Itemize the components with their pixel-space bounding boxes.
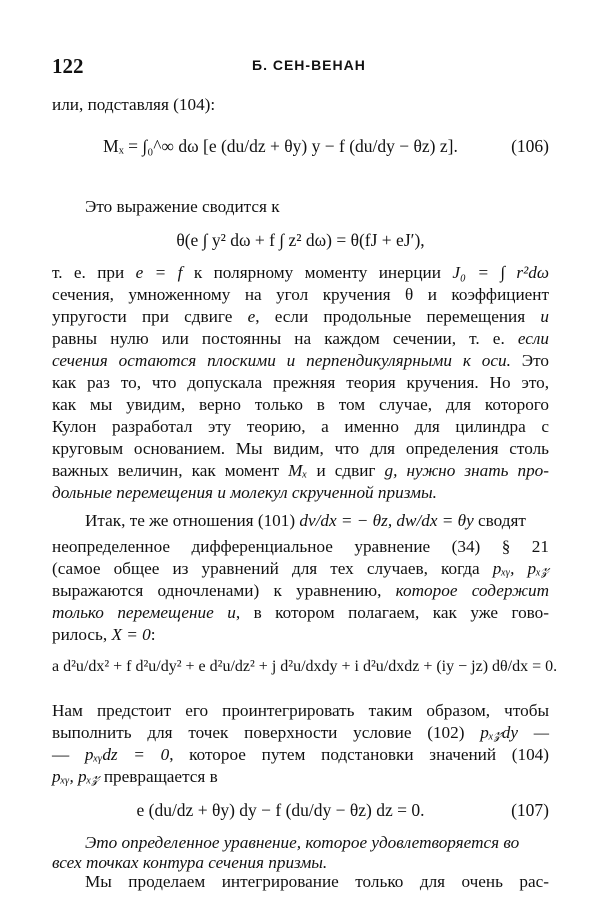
text-line: Нам предстоит его проинтегрировать таким образом, чтобы [52, 701, 549, 720]
text-line: Мы проделаем интегрирование только для очень рас- [85, 872, 549, 891]
text-line: неопределенное дифференциальное уравнение (34) § 21 [52, 537, 549, 556]
equation-number-106: (106) [511, 136, 549, 156]
equation-differential: a d²u/dx² + f d²u/dy² + e d²u/dz² + j d²u/dxdy + i d²u/dxdz + (iy − jz) dθ/dx = 0. [52, 658, 558, 675]
equation-106 [52, 136, 549, 157]
equation-107-body: e (du/dz + θy) dy − f (du/dy − θz) dz = 0. [136, 800, 425, 820]
running-head: Б. СЕН-ВЕНАН [252, 57, 366, 73]
text-line: или, подставляя (104): [52, 95, 216, 114]
text-line: упругости при сдвиге e, если продольные перемещения u [52, 307, 549, 326]
equation-107 [52, 800, 549, 821]
text-line: Итак, те же отношения (101) dv/dx = − θz, dw/dx = θy сводят [85, 511, 526, 530]
text-line: круговым основанием. Мы видим, что для определения столь [52, 439, 549, 458]
page-header [52, 54, 549, 78]
text-line: т. е. при e = f к полярному моменту инерции J₀ = ∫ r²dω [52, 263, 549, 282]
equation-number-107: (107) [511, 800, 549, 820]
text-line: Это выражение сводится к [85, 197, 280, 216]
text-line: равны нулю или постоянны на каждом сечении, т. е. если [52, 329, 549, 348]
text-line: всех точках контура сечения призмы. [52, 853, 328, 872]
text-line: — pₓᵧdz = 0, которое путем подстановки значений (104) [52, 745, 549, 764]
text-line: рилось, X = 0: [52, 625, 156, 644]
equation-polar-moment: θ(e ∫ y² dω + f ∫ z² dω) = θ(fJ + eJ′), [176, 230, 425, 250]
text-line: сечения, умноженному на угол кручения θ и коэффициент [52, 285, 549, 304]
text-line: как раз то, что допускала прежняя теория кручения. Но это, [52, 373, 549, 392]
text-line: Это определенное уравнение, которое удовлетворяется во [85, 833, 520, 852]
text-line: как мы увидим, верно только в том случае, для которого [52, 395, 549, 414]
text-line: (самое общее из уравнений для тех случаев, когда pₓᵧ, pₓ𝓏 [52, 559, 549, 578]
text-line: выполнить для точек поверхности условие (102) pₓ𝓏dy — [52, 723, 550, 742]
text-line: Кулон разработал эту теорию, а именно для цилиндра с [52, 417, 549, 436]
equation-106-body: Mₓ = ∫₀^∞ dω [e (du/dz + θy) y − f (du/dy − θz) z]. [103, 136, 458, 156]
text-line: выражаются одночленами) к уравнению, которое содержит [52, 581, 549, 600]
page-number: 122 [52, 54, 84, 78]
text-line: важных величин, как момент Mₓ и сдвиг g, нужно знать про- [52, 461, 549, 480]
text-line: дольные перемещения и молекул скрученной призмы. [52, 483, 437, 502]
text-line: pₓᵧ, pₓ𝓏 превращается в [52, 767, 218, 786]
text-line: только перемещение u, в котором полагаем, как уже гово- [52, 603, 549, 622]
text-line: сечения остаются плоскими и перпендикулярными к оси. Это [52, 351, 549, 370]
